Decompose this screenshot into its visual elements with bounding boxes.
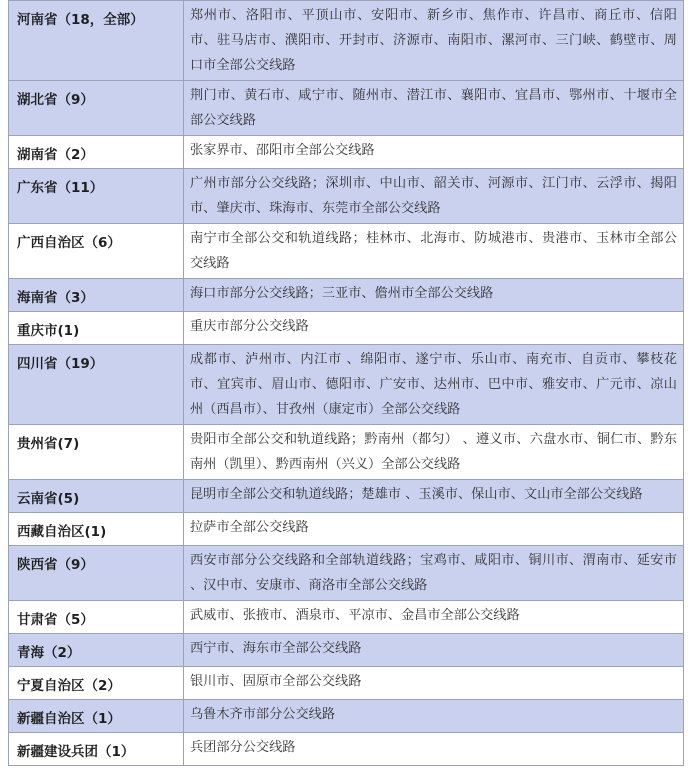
cities-cell: 拉萨市全部公交线路 bbox=[190, 520, 309, 535]
province-cell: 西藏自治区(1) bbox=[9, 513, 184, 545]
province-cell: 湖北省（9） bbox=[9, 81, 184, 135]
province-cell: 新疆建设兵团（1） bbox=[9, 733, 184, 765]
cities-cell: 兵团部分公交线路 bbox=[190, 740, 296, 755]
province-cell: 四川省（19） bbox=[9, 345, 184, 424]
province-cell: 陕西省（9） bbox=[9, 546, 184, 600]
table-row bbox=[9, 513, 683, 546]
table-row bbox=[9, 546, 683, 601]
cities-cell: 西安市部分公交线路和全部轨道线路；宝鸡市、咸阳市、铜川市、渭南市、延安市 、汉中市、安康市、商洛市全部公交线路 bbox=[190, 553, 677, 593]
table-row bbox=[9, 480, 683, 513]
cities-cell: 荆门市、黄石市、咸宁市、随州市、潜江市、襄阳市、宜昌市、鄂州市、十堰市全部公交线路 bbox=[190, 88, 677, 128]
province-cell: 青海（2） bbox=[9, 634, 184, 666]
table-row bbox=[9, 312, 683, 345]
cities-cell: 乌鲁木齐市部分公交线路 bbox=[190, 707, 336, 722]
province-cell: 海南省（3） bbox=[9, 279, 184, 311]
province-cell: 重庆市(1) bbox=[9, 312, 184, 344]
table-row bbox=[9, 667, 683, 700]
province-cell: 甘肃省（5） bbox=[9, 601, 184, 633]
cities-cell: 昆明市全部公交和轨道线路；楚雄市 、玉溪市、保山市、文山市全部公交线路 bbox=[190, 487, 643, 502]
province-cell: 云南省(5) bbox=[9, 480, 184, 512]
cities-cell: 成都市、泸州市、内江市 、绵阳市、遂宁市、乐山市、南充市、自贡市、攀枝花市、宜宾市、眉山市、德阳市、广安市、达州市、巴中市、雅安市、广元市、凉山州（西昌市）、甘孜州（康定市）全部公交线路 bbox=[190, 352, 677, 417]
cities-cell: 银川市、固原市全部公交线路 bbox=[190, 674, 362, 689]
table-row bbox=[9, 601, 683, 634]
table-row bbox=[9, 1, 683, 81]
table-row bbox=[9, 700, 683, 733]
transit-coverage-table bbox=[8, 0, 684, 766]
province-cell: 宁夏自治区（2） bbox=[9, 667, 184, 699]
table-row bbox=[9, 169, 683, 224]
cities-cell: 贵阳市全部公交和轨道线路；黔南州（都匀） 、遵义市、六盘水市、铜仁市、黔东南州（凯里）、黔西南州（兴义）全部公交线路 bbox=[190, 432, 677, 472]
province-cell: 广东省（11） bbox=[9, 169, 184, 223]
province-cell: 湖南省（2） bbox=[9, 136, 184, 168]
cities-cell: 武威市、张掖市、酒泉市、平凉市、金昌市全部公交线路 bbox=[190, 608, 520, 623]
table-row bbox=[9, 634, 683, 667]
province-cell: 新疆自治区（1） bbox=[9, 700, 184, 732]
cities-cell: 重庆市部分公交线路 bbox=[190, 319, 309, 334]
cities-cell: 广州市部分公交线路；深圳市、中山市、韶关市、河源市、江门市、云浮市、揭阳市、肇庆市、珠海市、东莞市全部公交线路 bbox=[190, 176, 677, 216]
cities-cell: 海口市部分公交线路；三亚市、儋州市全部公交线路 bbox=[190, 286, 494, 301]
table-row bbox=[9, 279, 683, 312]
table-row bbox=[9, 425, 683, 480]
province-cell: 贵州省(7) bbox=[9, 425, 184, 479]
province-cell: 河南省（18，全部） bbox=[9, 1, 184, 80]
cities-cell: 郑州市、洛阳市、平顶山市、安阳市、新乡市、焦作市、许昌市、商丘市、信阳市、驻马店市、濮阳市、开封市、济源市、南阳市、漯河市、三门峡、鹤壁市、周口市全部公交线路 bbox=[190, 8, 677, 73]
cities-cell: 张家界市、邵阳市全部公交线路 bbox=[190, 143, 375, 158]
table-row bbox=[9, 136, 683, 169]
table-row bbox=[9, 733, 683, 766]
table-row bbox=[9, 81, 683, 136]
cities-cell: 西宁市、海东市全部公交线路 bbox=[190, 641, 362, 656]
table-row bbox=[9, 224, 683, 279]
table-row bbox=[9, 345, 683, 425]
province-cell: 广西自治区（6） bbox=[9, 224, 184, 278]
cities-cell: 南宁市全部公交和轨道线路；桂林市、北海市、防城港市、贵港市、玉林市全部公交线路 bbox=[190, 231, 677, 271]
